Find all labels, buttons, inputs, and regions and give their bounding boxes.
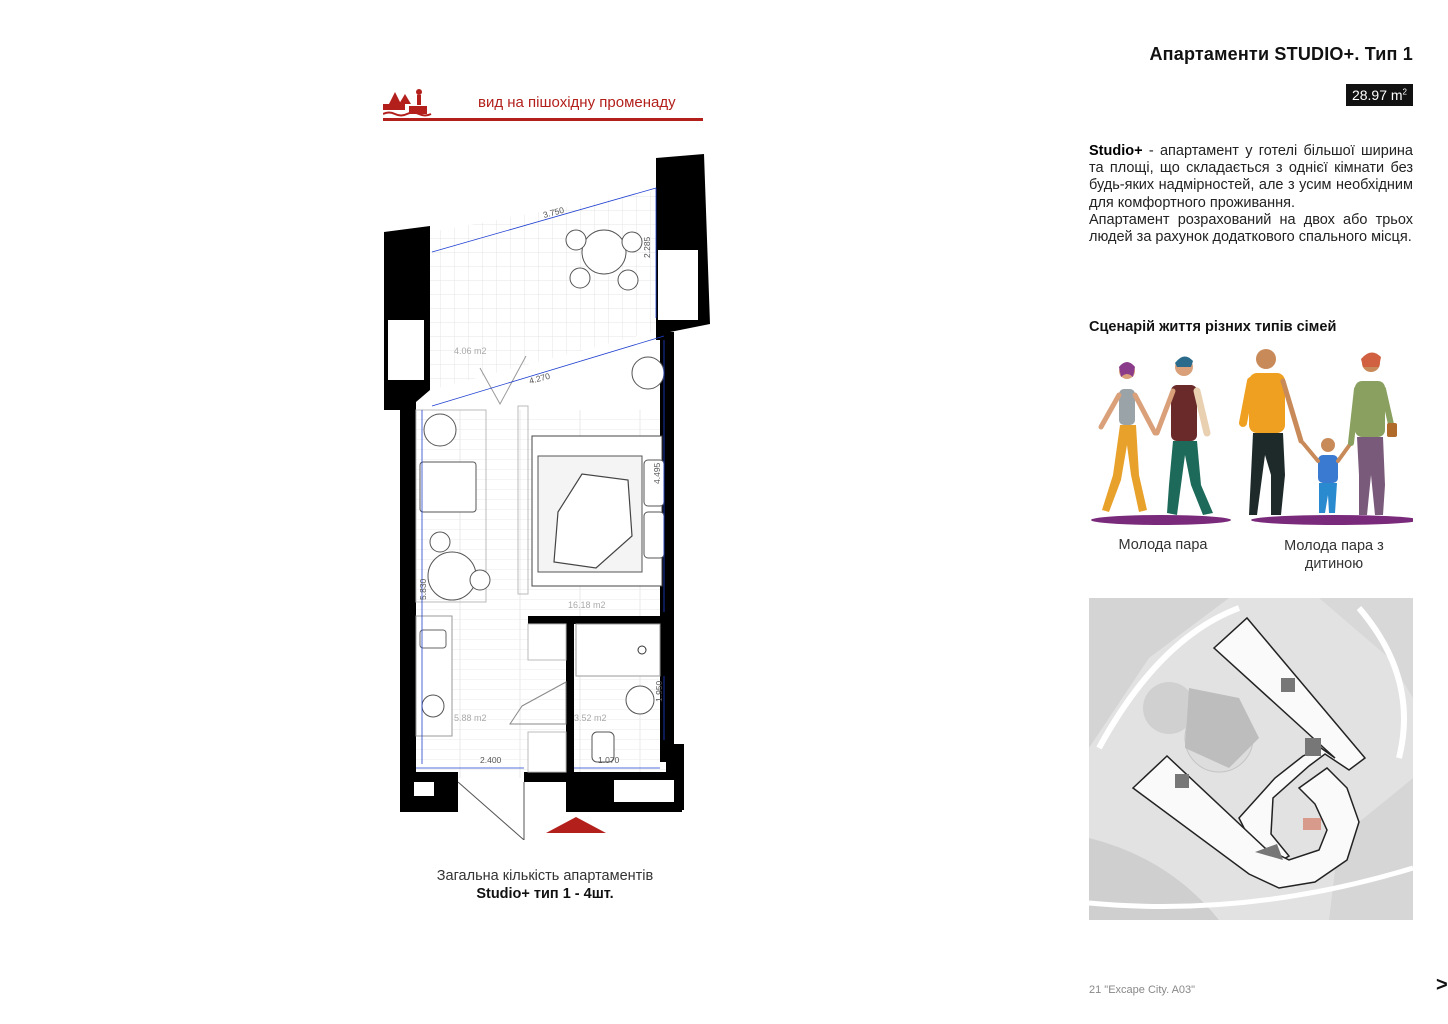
- total-count-value: Studio+ тип 1 - 4шт.: [476, 886, 614, 902]
- total-count-label: Загальна кількість апартаментів: [436, 868, 654, 884]
- table-round: [428, 552, 476, 600]
- couple-shadow: [1091, 515, 1231, 525]
- scenario-label-family: Молода пара з дитиною: [1284, 538, 1384, 572]
- balcony-table: [582, 230, 626, 274]
- wall-left-top: [384, 226, 430, 410]
- dim-bed-depth: 4.495: [652, 462, 662, 484]
- area-hall: 5.88 m2: [454, 713, 487, 723]
- area-living: 16.18 m2: [568, 600, 606, 610]
- woman-figure: [1101, 362, 1155, 512]
- area-unit-sup: 2: [1402, 87, 1407, 97]
- mother-figure: [1351, 352, 1397, 515]
- bath-wall-top: [528, 616, 670, 624]
- scenario-label-couple: Молода пара: [1118, 537, 1208, 553]
- view-label: вид на пішохідну променаду: [478, 94, 676, 111]
- apartment-description: [1089, 143, 1413, 246]
- next-page-button[interactable]: >: [1436, 974, 1448, 996]
- description-bold: Studio+: [1089, 143, 1143, 159]
- floor-plan: [370, 140, 710, 840]
- armchair: [420, 462, 476, 512]
- description-text-2: Апартамент розрахований на двох або трьох людей за рахунок додаткового спального місця.: [1089, 211, 1413, 246]
- dim-balcony-width: 3.750: [541, 204, 566, 220]
- site-map: [1089, 598, 1413, 920]
- wall-left: [400, 410, 416, 810]
- child-figure: [1303, 438, 1351, 513]
- page-footer: 21 "Excape City. A03": [1089, 984, 1196, 996]
- dim-balcony-depth: 2.285: [642, 236, 652, 258]
- scenarios-heading: Сценарій життя різних типів сімей: [1089, 319, 1337, 335]
- bath-wall: [566, 616, 574, 772]
- dim-bath-length: 1.950: [654, 680, 664, 702]
- entrance-arrow: [546, 817, 606, 833]
- area-badge: [1346, 84, 1413, 106]
- promenade-icon: [383, 84, 433, 122]
- area-balcony: 4.06 m2: [454, 346, 487, 356]
- page-title: Апартаменти STUDIO+. Тип 1: [1149, 44, 1413, 64]
- view-underline: [383, 118, 703, 121]
- man-figure: [1157, 356, 1213, 515]
- dim-bath-width: 1.070: [598, 755, 620, 765]
- dim-kitchen-width: 2.400: [480, 755, 502, 765]
- family-illustration: [1089, 345, 1413, 530]
- father-figure: [1243, 349, 1301, 515]
- area-value: 28.97 m: [1351, 87, 1403, 103]
- dim-room-width: 4.270: [527, 370, 552, 386]
- description-text-1: - апартамент у готелі більшої ширина та площі, що складається з однієї кімнати без будь-яких надмірностей, але з усим необхідним для комфортного проживання.: [1089, 143, 1413, 211]
- dim-room-length: 5.830: [418, 578, 428, 600]
- area-bath: 3.52 m2: [574, 713, 607, 723]
- family-shadow: [1251, 515, 1413, 525]
